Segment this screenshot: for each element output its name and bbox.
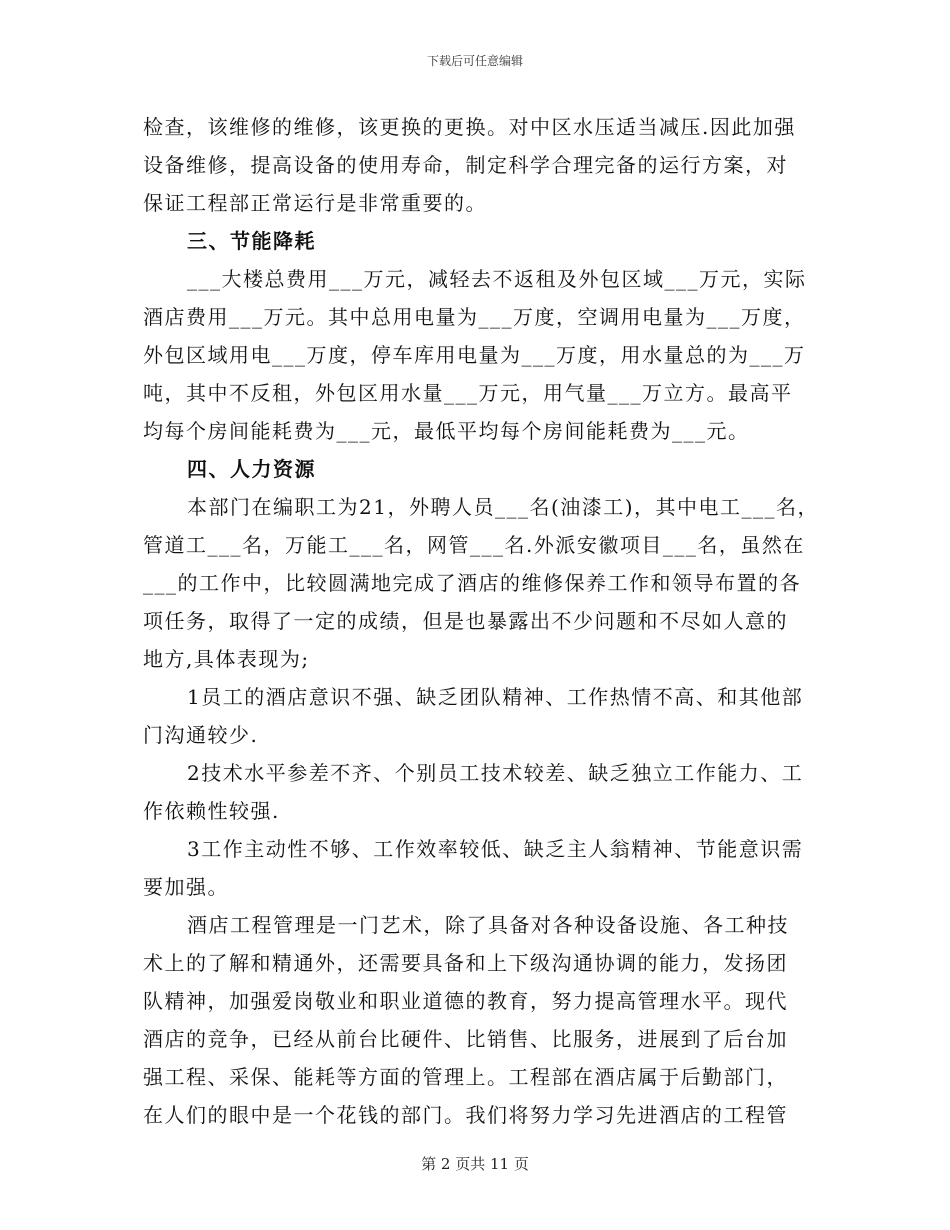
text-line: 酒店的竞争，已经从前台比硬件、比销售、比服务，进展到了后台加	[143, 1027, 788, 1051]
text-line: 吨，其中不反租，外包区用水量___万元，用气量___万立方。最高平	[143, 381, 793, 405]
text-line: 外包区域用电___万度，停车库用电量为___万度，用水量总的为___万	[143, 343, 806, 367]
text-line: 作依赖性较强.	[143, 799, 280, 823]
text-line: 门沟通较少.	[143, 723, 259, 747]
text-line: 术上的了解和精通外，还需要具备和上下级沟通协调的能力，发扬团	[143, 951, 788, 975]
document-body	[143, 108, 820, 1134]
text-line: ___大楼总费用___万元，减轻去不返租及外包区域___万元，实际	[187, 267, 807, 291]
text-line: 酒店工程管理是一门艺术，除了具备对各种设备设施、各工种技	[187, 913, 789, 937]
text-line: 队精神，加强爱岗敬业和职业道德的教育，努力提高管理水平。现代	[143, 989, 788, 1013]
text-line: 检查，该维修的维修，该更换的更换。对中区水压适当减压.因此加强	[143, 115, 796, 139]
list-item: 3工作主动性不够、工作效率较低、缺乏主人翁精神、节能意识需	[187, 837, 804, 861]
text-line: 酒店费用___万元。其中总用电量为___万度，空调用电量为___万度，	[143, 305, 806, 329]
text-line: 在人们的眼中是一个花钱的部门。我们将努力学习先进酒店的工程管	[143, 1103, 788, 1127]
page-footer: 第 2 页共 11 页	[421, 1155, 529, 1173]
list-item: 1员工的酒店意识不强、缺乏团队精神、工作热情不高、和其他部	[187, 685, 804, 709]
text-line: 管道工___名，万能工___名，网管___名.外派安徽项目___名，虽然在	[143, 533, 805, 557]
section-heading-hr: 四、人力资源	[187, 457, 316, 481]
text-line: 本部门在编职工为21，外聘人员___名(油漆工)，其中电工___名，	[187, 495, 820, 519]
list-item: 2技术水平参差不齐、个别员工技术较差、缺乏独立工作能力、工	[187, 761, 804, 785]
text-line: 项任务，取得了一定的成绩，但是也暴露出不少问题和不尽如人意的	[143, 609, 788, 633]
section-heading-energy: 三、节能降耗	[187, 229, 316, 253]
text-line: 强工程、采保、能耗等方面的管理上。工程部在酒店属于后勤部门，	[143, 1065, 788, 1089]
text-line: ___的工作中，比较圆满地完成了酒店的维修保养工作和领导布置的各	[143, 571, 801, 595]
text-line: 要加强。	[143, 875, 229, 899]
text-line: 设备维修，提高设备的使用寿命，制定科学合理完备的运行方案，对	[143, 153, 788, 177]
text-line: 地方,具体表现为;	[143, 647, 310, 671]
text-line: 均每个房间能耗费为___元，最低平均每个房间能耗费为___元。	[143, 419, 750, 443]
page-header: 下载后可任意编辑	[426, 54, 523, 68]
text-line: 保证工程部正常运行是非常重要的。	[143, 191, 487, 215]
